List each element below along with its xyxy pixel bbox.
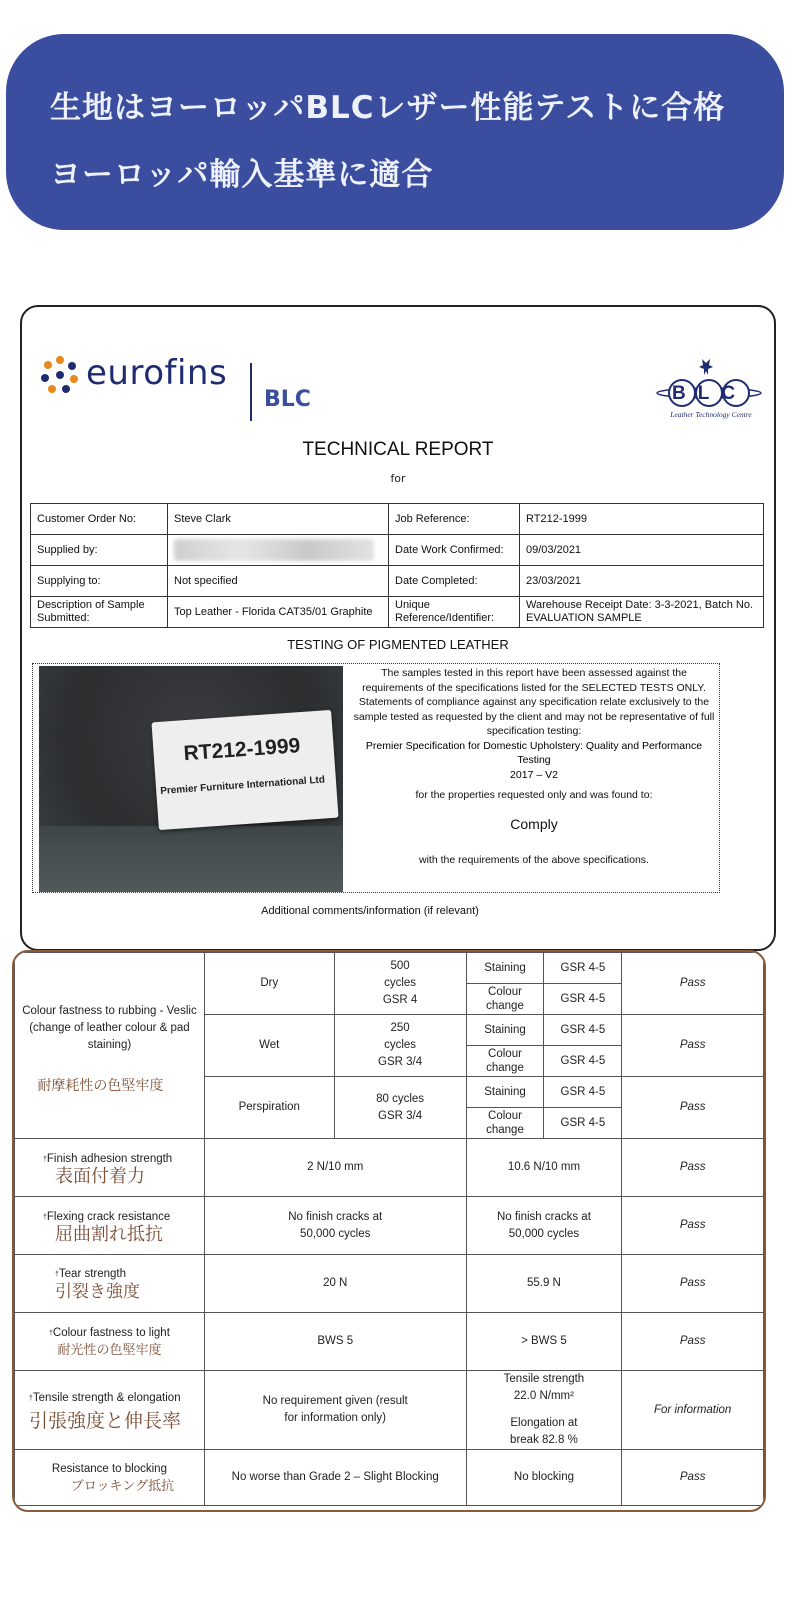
finish-result: 10.6 N/10 mm [466, 1139, 622, 1197]
date-completed-label: Date Completed: [389, 566, 520, 597]
finish-jp-label: 表面付着力 [55, 1165, 145, 1187]
perspiration-requirement: 80 cycles GSR 3/4 [334, 1077, 466, 1139]
description-label: Description of Sample Submitted: [31, 597, 168, 628]
tensile-result-cell [466, 1371, 622, 1450]
blocking-jp-label: ブロッキング抵抗 [70, 1478, 175, 1494]
table-row [31, 597, 764, 628]
eurofins-blc-text: BLC [264, 387, 311, 412]
finish-label-cell [15, 1139, 205, 1197]
perspiration-label: Perspiration [204, 1077, 334, 1139]
light-jp-label: 耐光性の色堅牢度 [57, 1342, 162, 1358]
blocking-result: No blocking [466, 1450, 622, 1506]
sample-label-code: RT212-1999 [182, 734, 301, 766]
tear-requirement: 20 N [204, 1255, 466, 1313]
tensile-for-information: For information [622, 1371, 764, 1450]
wet-label: Wet [204, 1015, 334, 1077]
tear-jp-label: 引裂き強度 [55, 1281, 140, 1302]
staining-result: GSR 4-5 [544, 1015, 622, 1046]
blurred-text [174, 539, 374, 561]
flex-label: Flexing crack resistance [46, 1210, 171, 1223]
job-ref-label: Job Reference: [389, 504, 520, 535]
sample-label-company: Premier Furniture International Ltd [159, 774, 326, 797]
table-row [15, 1450, 764, 1506]
blc-logo-letters: BLC [672, 383, 748, 404]
light-label-cell [15, 1313, 205, 1371]
staining-result: GSR 4-5 [544, 953, 622, 984]
tear-pass: Pass [622, 1255, 764, 1313]
comply-text: Comply [510, 815, 558, 832]
report-info-table [30, 503, 764, 628]
tensile-result-strength: Tensile strength 22.0 N/mm² [503, 1373, 585, 1402]
sample-box [32, 663, 720, 893]
spec-version: 2017 – V2 [510, 768, 558, 781]
dagger-mark: † [43, 1155, 47, 1163]
colour-change-label: Colour change [466, 984, 544, 1015]
found-to-text: for the properties requested only and was found to: [415, 789, 653, 801]
dagger-mark: † [55, 1270, 59, 1278]
customer-order-value: Steve Clark [168, 504, 389, 535]
staining-result: GSR 4-5 [544, 1077, 622, 1108]
tear-result: 55.9 N [466, 1255, 622, 1313]
light-label: Colour fastness to light [52, 1326, 170, 1339]
rubbing-label: Colour fastness to rubbing - Veslic (change of leather colour & pad staining) [22, 1004, 197, 1051]
spec-name: Premier Specification for Domestic Upholstery: Quality and Performance Testing [365, 739, 703, 766]
unique-ref-label: Unique Reference/Identifier: [389, 597, 520, 628]
supplying-to-value: Not specified [168, 566, 389, 597]
sample-label-tag [151, 710, 338, 830]
blocking-label: Resistance to blocking [51, 1462, 167, 1475]
photo-fabric-backing [39, 826, 343, 892]
header-banner [6, 34, 784, 230]
report-title: TECHNICAL REPORT [302, 439, 494, 460]
wet-requirement: 250 cycles GSR 3/4 [334, 1015, 466, 1077]
table-row [15, 1197, 764, 1255]
flex-label-cell [15, 1197, 205, 1255]
light-pass: Pass [622, 1313, 764, 1371]
banner-line-2: ヨーロッパ輸入基準に適合 [50, 157, 434, 193]
flex-requirement: No finish cracks at 50,000 cycles [204, 1197, 466, 1255]
perspiration-pass: Pass [622, 1077, 764, 1139]
table-row [31, 535, 764, 566]
flex-pass: Pass [622, 1197, 764, 1255]
finish-pass: Pass [622, 1139, 764, 1197]
tensile-jp-label: 引張強度と伸長率 [29, 1410, 182, 1432]
blocking-pass: Pass [622, 1450, 764, 1506]
date-work-label: Date Work Confirmed: [389, 535, 520, 566]
eurofins-wordmark: eurofins [86, 353, 228, 393]
date-work-value: 09/03/2021 [520, 535, 764, 566]
staining-label: Staining [466, 1015, 544, 1046]
staining-label: Staining [466, 1077, 544, 1108]
staining-label: Staining [466, 953, 544, 984]
technical-report-card [20, 305, 776, 951]
logo-divider [250, 363, 252, 421]
supplied-by-value [168, 535, 389, 566]
blocking-requirement: No worse than Grade 2 – Slight Blocking [204, 1450, 466, 1506]
eurofins-logo [40, 351, 320, 431]
customer-order-label: Customer Order No: [31, 504, 168, 535]
table-row [15, 1371, 764, 1450]
colour-change-label: Colour change [466, 1108, 544, 1139]
rubbing-jp-label: 耐摩耗性の色堅牢度 [37, 1077, 164, 1094]
results-table [14, 952, 764, 1506]
statement-text: The samples tested in this report have been assessed against the requirements of the specifications listed for the SELECTED TESTS ONLY. Statements of compliance against any specification relate exclusively to the sample tested as requested by the client and may not be representative of full specification testing: [353, 667, 715, 737]
colour-change-label: Colour change [466, 1046, 544, 1077]
with-requirements-text: with the requirements of the above specifications. [419, 854, 649, 866]
table-row [31, 504, 764, 535]
tensile-requirement: No requirement given (result for information only) [204, 1371, 466, 1450]
unique-ref-value: Warehouse Receipt Date: 3-3-2021, Batch No. EVALUATION SAMPLE [520, 597, 764, 628]
blocking-label-cell [15, 1450, 205, 1506]
dagger-mark: † [29, 1395, 33, 1402]
testing-title: TESTING OF PIGMENTED LEATHER [287, 637, 509, 652]
dry-label: Dry [204, 953, 334, 1015]
flex-jp-label: 屈曲割れ抵抗 [55, 1223, 163, 1245]
rubbing-label-cell [15, 953, 205, 1139]
table-row [31, 566, 764, 597]
eurofins-dots-icon [40, 355, 80, 395]
colour-change-result: GSR 4-5 [544, 1046, 622, 1077]
dry-requirement: 500 cycles GSR 4 [334, 953, 466, 1015]
banner-line-1: 生地はヨーロッパBLCレザー性能テストに合格 [50, 90, 726, 126]
date-completed-value: 23/03/2021 [520, 566, 764, 597]
light-requirement: BWS 5 [204, 1313, 466, 1371]
tensile-label-cell [15, 1371, 205, 1450]
tear-label: Tear strength [58, 1267, 127, 1280]
sample-photo [39, 666, 343, 892]
description-value: Top Leather - Florida CAT35/01 Graphite [168, 597, 389, 628]
colour-change-result: GSR 4-5 [544, 1108, 622, 1139]
tensile-label: Tensile strength & elongation [32, 1392, 181, 1404]
additional-comments: Additional comments/information (if relevant) [261, 905, 479, 917]
blc-logo [654, 357, 764, 425]
compliance-statement [353, 666, 715, 868]
table-row [15, 1313, 764, 1371]
colour-change-result: GSR 4-5 [544, 984, 622, 1015]
light-result: > BWS 5 [466, 1313, 622, 1371]
table-row [15, 1139, 764, 1197]
dagger-mark: † [43, 1213, 47, 1221]
dagger-mark: † [49, 1329, 53, 1337]
supplied-by-label: Supplied by: [31, 535, 168, 566]
supplying-to-label: Supplying to: [31, 566, 168, 597]
dry-pass: Pass [622, 953, 764, 1015]
table-row [15, 1255, 764, 1313]
blc-logo-caption: Leather Technology Centre [670, 410, 752, 419]
flex-result: No finish cracks at 50,000 cycles [466, 1197, 622, 1255]
tensile-result-elongation: Elongation at break 82.8 % [510, 1417, 578, 1446]
table-row [15, 953, 764, 984]
job-ref-value: RT212-1999 [520, 504, 764, 535]
tear-label-cell [15, 1255, 205, 1313]
finish-requirement: 2 N/10 mm [204, 1139, 466, 1197]
report-for: for [390, 472, 406, 485]
results-table-card [12, 950, 766, 1512]
wet-pass: Pass [622, 1015, 764, 1077]
finish-label: Finish adhesion strength [46, 1152, 173, 1165]
